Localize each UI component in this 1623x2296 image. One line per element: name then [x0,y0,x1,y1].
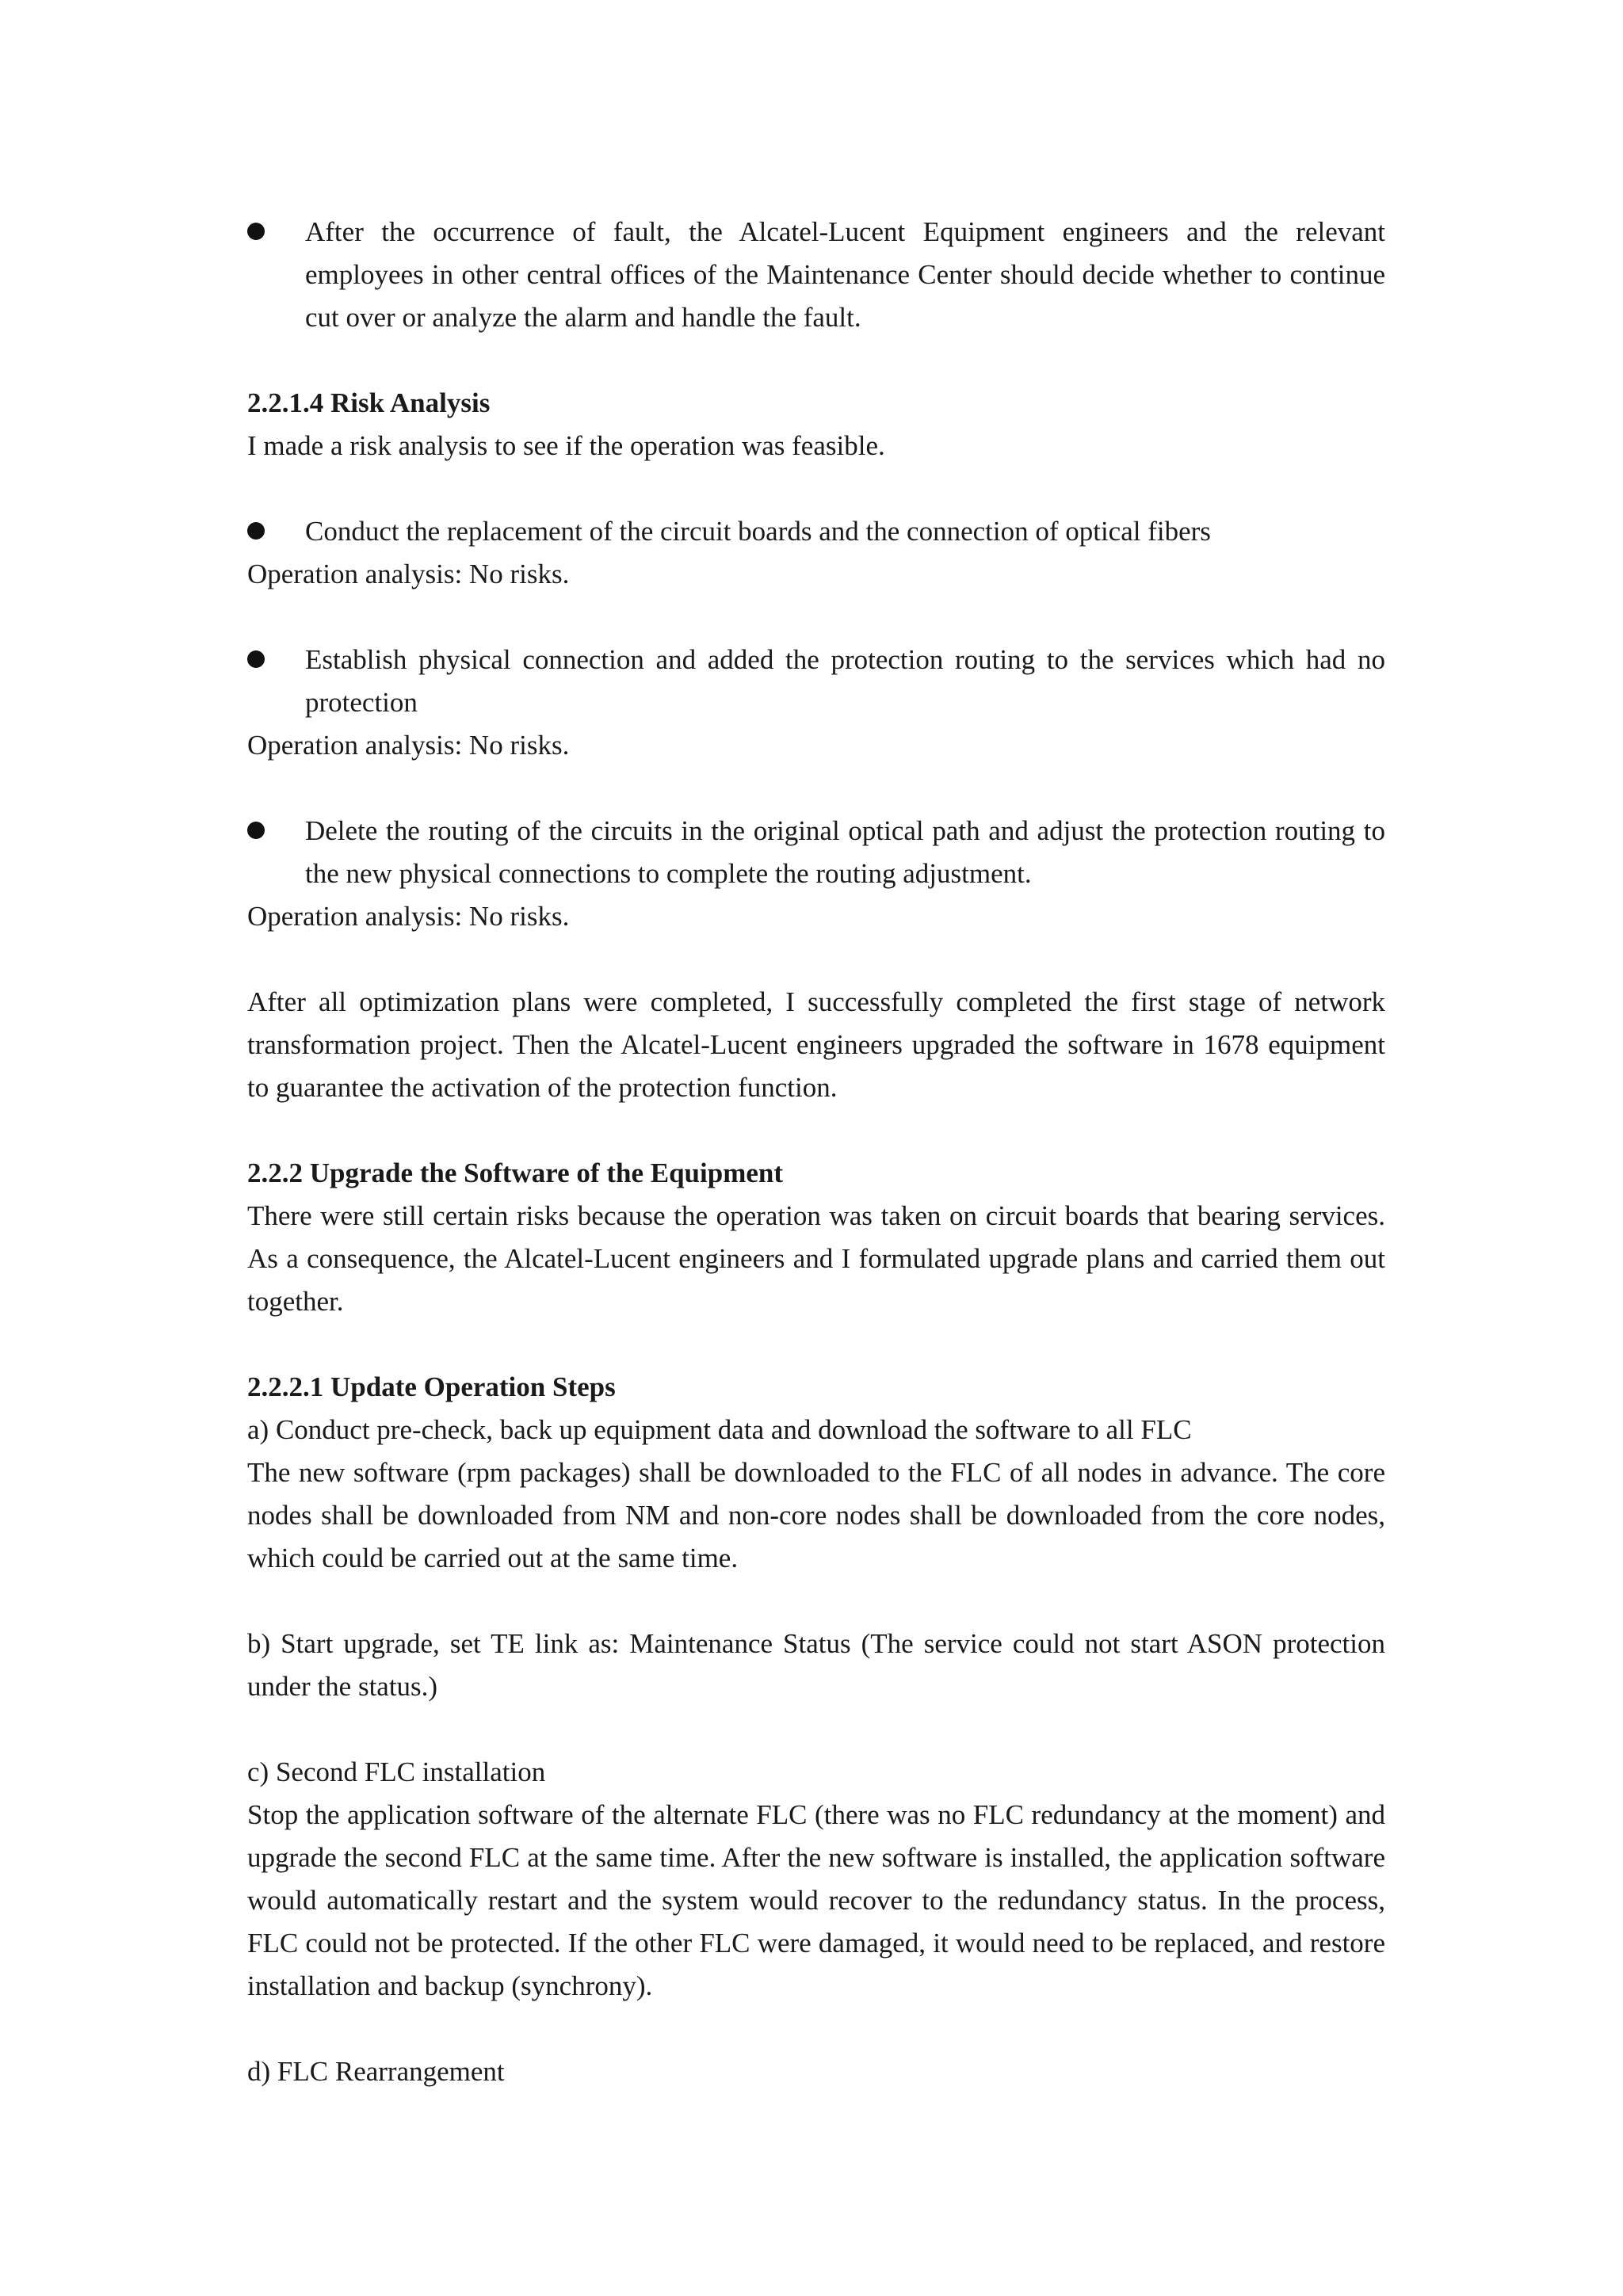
operation-analysis-text: Operation analysis: No risks. [247,901,570,932]
step-c-body: Stop the application software of the alternate FLC (there was no FLC redundancy at the moment) and upgrade the second FLC at the same time. After the new software is installed, the application software would automatically restart and the system would recover to the redundancy status. In the process, FLC could not be protected. If the other FLC were damaged, it would need to be replaced, and restore installation and backup (synchrony). [247,1799,1385,2001]
bullet-text: Conduct the replacement of the circuit boards and the connection of optical fibers [305,516,1211,547]
paragraph-risk-intro: I made a risk analysis to see if the operation was feasible. [247,430,885,461]
step-d-title: d) FLC Rearrangement [247,2056,505,2087]
bullet-text: After the occurrence of fault, the Alcatel-Lucent Equipment engineers and the relevant employees in other central offices of the Maintenance Center should decide whether to continue cut over or analyze the alarm and handle the fault. [305,216,1385,333]
bullet-text: Establish physical connection and added the protection routing to the services which had no protection [305,644,1385,718]
step-b-text: b) Start upgrade, set TE link as: Maintenance Status (The service could not start ASON protection under the status.) [247,1628,1385,1702]
bullet-text: Delete the routing of the circuits in the original optical path and adjust the protection routing to the new physical connections to complete the routing adjustment. [305,815,1385,889]
operation-analysis-text: Operation analysis: No risks. [247,559,570,589]
bullet-dot-icon [247,650,265,668]
document-page [247,211,1385,2093]
bullet-dot-icon [247,223,265,240]
section-heading-risk-analysis: 2.2.1.4 Risk Analysis [247,387,491,418]
step-a-title: a) Conduct pre-check, back up equipment data and download the software to all FLC [247,1414,1192,1445]
step-c-title: c) Second FLC installation [247,1756,546,1787]
operation-analysis-text: Operation analysis: No risks. [247,730,570,761]
section-heading-upgrade-software: 2.2.2 Upgrade the Software of the Equipment [247,1158,784,1188]
paragraph-summary: After all optimization plans were completed, I successfully completed the first stage of network transformation project. Then the Alcatel-Lucent engineers upgraded the software in 1678 equipment to guarantee the activation of the protection function. [247,986,1385,1103]
bullet-dot-icon [247,822,265,839]
bullet-item-delete-routing [247,810,1385,895]
bullet-item-replacement [247,510,1385,553]
bullet-item-physical-connection [247,639,1385,724]
bullet-dot-icon [247,522,265,540]
paragraph-upgrade-intro: There were still certain risks because the operation was taken on circuit boards that bearing services. As a consequence, the Alcatel-Lucent engineers and I formulated upgrade plans and carried them out together. [247,1200,1385,1317]
bullet-item-fault-decision [247,211,1385,339]
section-heading-update-steps: 2.2.2.1 Update Operation Steps [247,1371,616,1402]
step-a-body: The new software (rpm packages) shall be downloaded to the FLC of all nodes in advance. The core nodes shall be downloaded from NM and non-core nodes shall be downloaded from the core nodes, which could be carried out at the same time. [247,1457,1385,1573]
